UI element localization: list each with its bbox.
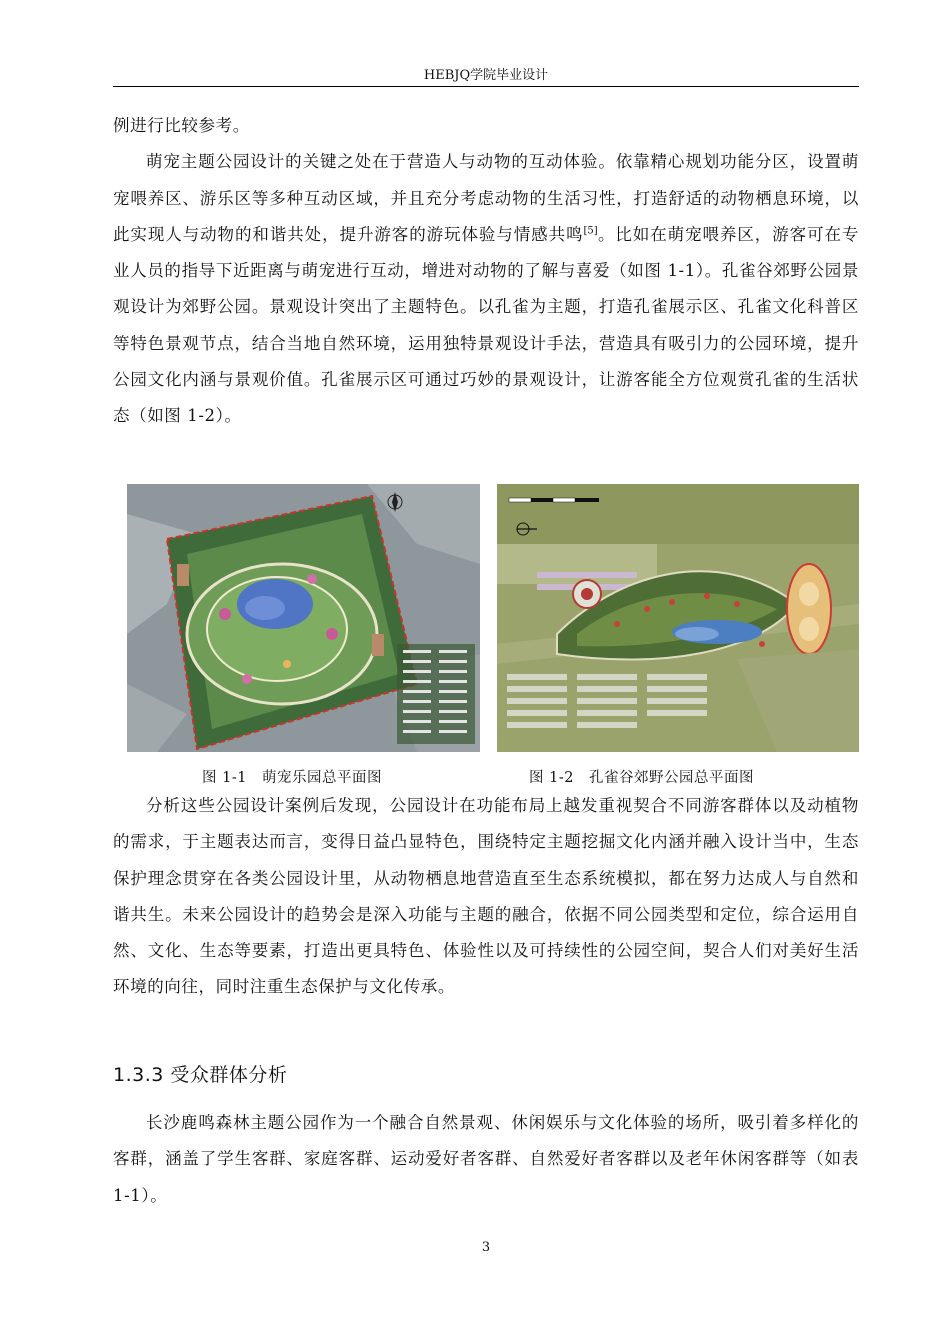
page-number: 3 bbox=[481, 1240, 491, 1255]
section-heading: 1.3.3 受众群体分析 bbox=[113, 1064, 288, 1086]
figure-1-1-caption: 图 1-1 萌宠乐园总平面图 bbox=[202, 770, 382, 786]
pet-park-master-plan-image bbox=[127, 484, 480, 752]
paragraph-audience: 长沙鹿鸣森林主题公园作为一个融合自然景观、休闲娱乐与文化体验的场所，吸引着多样化的客群，涵盖了学生客群、家庭客群、运动爱好者客群、自然爱好者客群以及老年休闲客群等（如表 1-1）。 bbox=[113, 1113, 859, 1205]
body-text-bottom bbox=[113, 1105, 859, 1214]
paragraph-analysis: 分析这些公园设计案例后发现，公园设计在功能布局上越发重视契合不同游客群体以及动植物的需求，于主题表达而言，变得日益凸显特色，围绕特定主题挖掘文化内涵并融入设计当中，生态保护理念贯穿在各类公园设计里，从动物栖息地营造直至生态系统模拟，都在努力达成人与自然和谐共生。未来公园设计的趋势会是深入功能与主题的融合，依据不同公园类型和定位，综合运用自然、文化、生态等要素，打造出更具特色、体验性以及可持续性的公园空间，契合人们对美好生活环境的向往，同时注重生态保护与文化传承。 bbox=[113, 796, 859, 997]
figure-1-2-caption: 图 1-2 孔雀谷郊野公园总平面图 bbox=[529, 770, 754, 786]
header-divider bbox=[113, 86, 859, 87]
figure-row bbox=[113, 484, 859, 784]
body-text-top bbox=[113, 108, 859, 435]
paragraph-pet-park bbox=[113, 144, 859, 434]
citation-5: [5] bbox=[583, 225, 598, 237]
peacock-park-master-plan-image bbox=[497, 484, 859, 752]
paragraph-pet-park-text-b: 。比如在萌宠喂养区，游客可在专业人员的指导下近距离与萌宠进行互动，增进对动物的了解与喜爱（如图 1-1）。孔雀谷郊野公园景观设计为郊野公园。景观设计突出了主题特色。以孔雀为主题，打造孔雀展示区、孔雀文化科普区等特色景观节点，结合当地自然环境，运用独特景观设计手法，营造具有吸引力的公园环境，提升公园文化内涵与景观价值。孔雀展示区可通过巧妙的景观设计，让游客能全方位观赏孔雀的生活状态（如图 1-2）。 bbox=[113, 224, 860, 426]
body-text-middle bbox=[113, 788, 859, 1006]
paragraph-continuation: 例进行比较参考。 bbox=[113, 116, 250, 135]
page-header: HEBJQ学院毕业设计 bbox=[423, 68, 549, 83]
paragraph-pet-park-text-a: 萌宠主题公园设计的关键之处在于营造人与动物的互动体验。依靠精心规划功能分区，设置萌宠喂养区、游乐区等多种互动区域，并且充分考虑动物的生活习性，打造舒适的动物栖息环境，以此实现人与动物的和谐共处，提升游客的游玩体验与情感共鸣 bbox=[113, 152, 859, 244]
